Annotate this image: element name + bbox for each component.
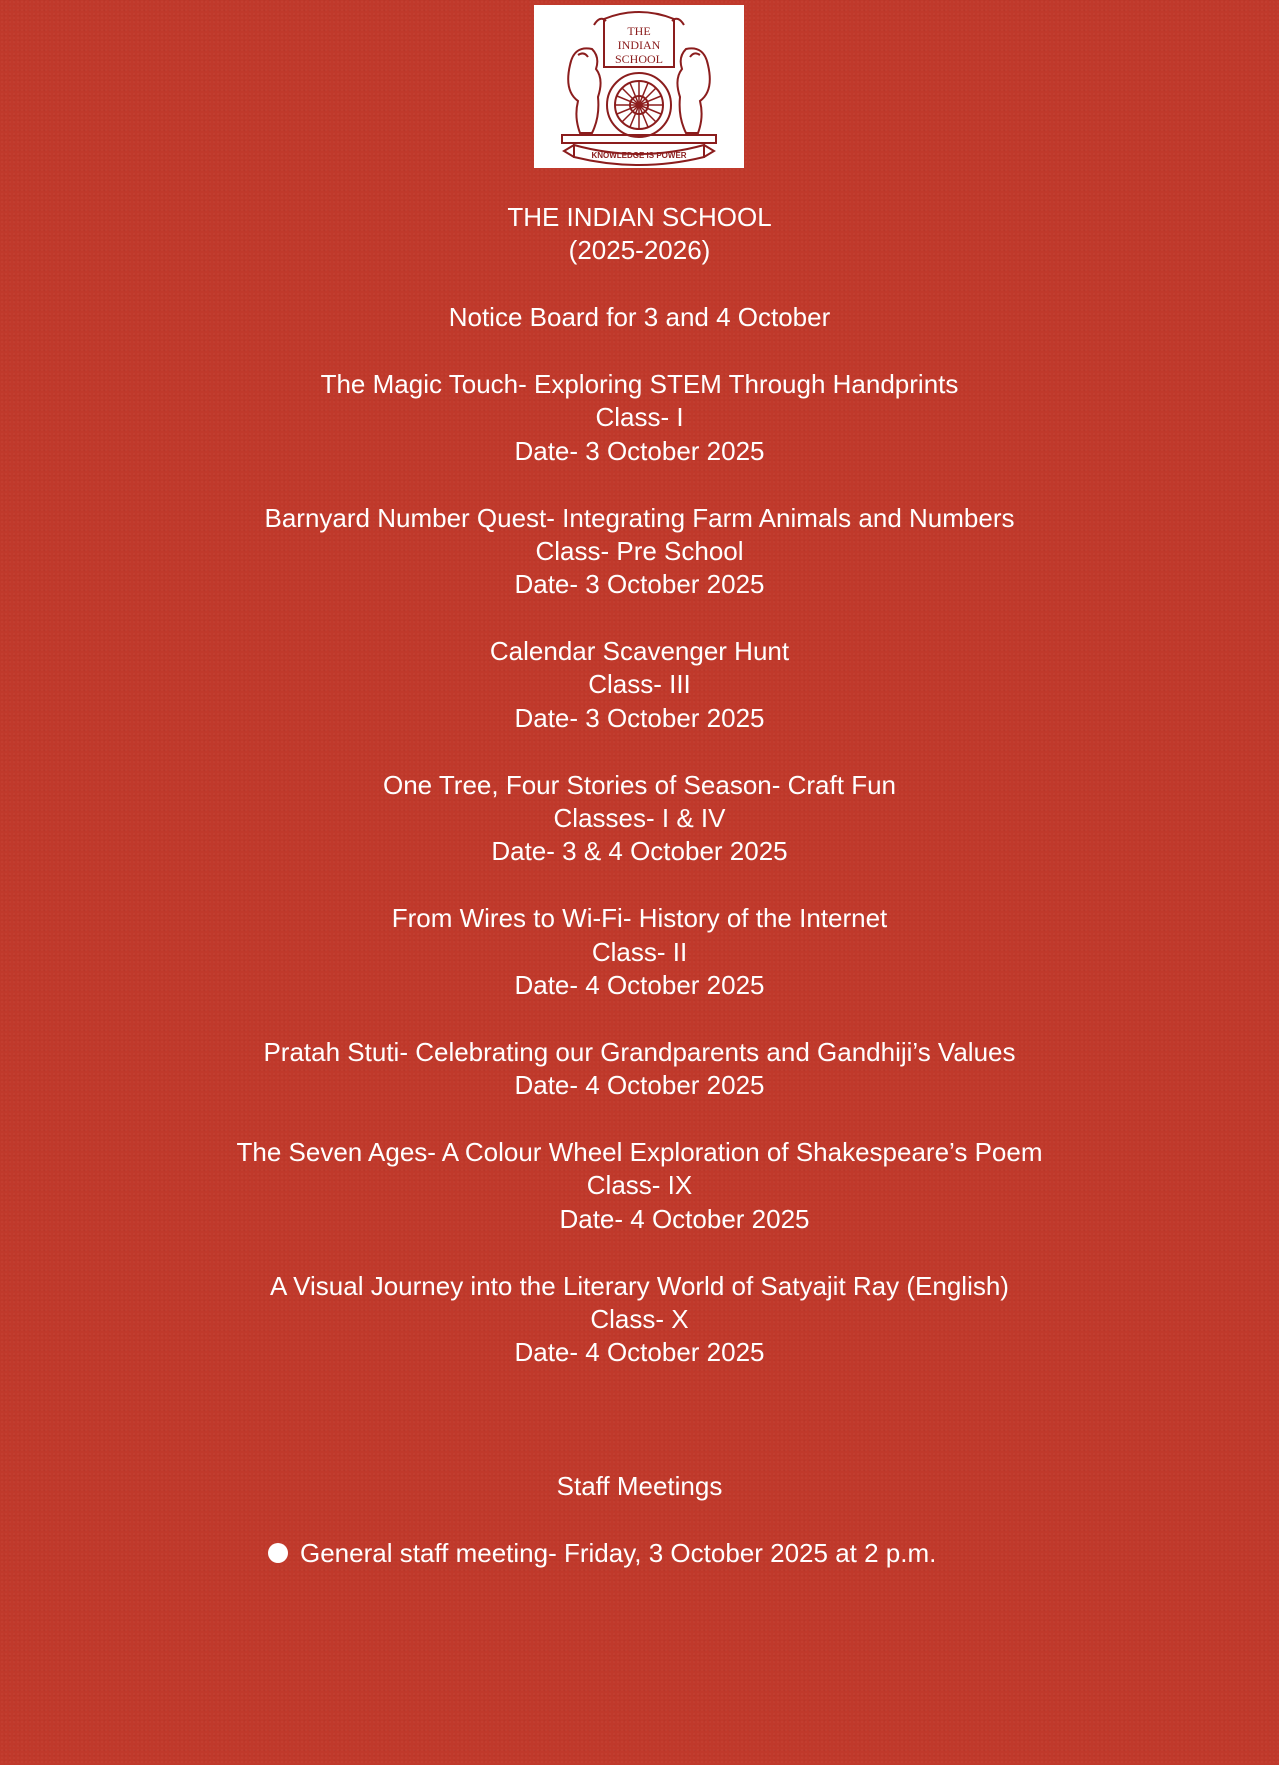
session-years: (2025-2026): [568, 235, 711, 266]
event-item: [0, 769, 1279, 869]
staff-meetings-heading: Staff Meetings: [556, 1471, 723, 1501]
event-class: Class- II: [591, 936, 688, 967]
event-title: A Visual Journey into the Literary World of Satyajit Ray (English): [270, 1270, 1009, 1301]
event-date: Date- 3 October 2025: [514, 569, 765, 600]
event-item: [0, 368, 1279, 468]
event-class: Class- III: [588, 669, 691, 700]
event-date: Date- 3 October 2025: [514, 702, 765, 733]
logo-text-the: THE: [627, 24, 651, 38]
notice-content: [0, 201, 1279, 1370]
event-item: [0, 635, 1279, 735]
event-date: Date- 4 October 2025: [559, 1203, 810, 1234]
event-date: Date- 3 October 2025: [514, 435, 765, 466]
event-title: Calendar Scavenger Hunt: [489, 636, 790, 667]
event-title: The Magic Touch- Exploring STEM Through Handprints: [320, 368, 959, 399]
event-title: One Tree, Four Stories of Season- Craft Fun: [382, 769, 896, 800]
event-title: Barnyard Number Quest- Integrating Farm Animals and Numbers: [264, 502, 1015, 533]
school-name: THE INDIAN SCHOOL: [507, 202, 772, 232]
event-date: Date- 3 & 4 October 2025: [491, 836, 788, 867]
school-logo: [534, 5, 744, 168]
event-class: Class- X: [590, 1303, 689, 1334]
event-class: Class- IX: [586, 1170, 693, 1201]
event-title: From Wires to Wi-Fi- History of the Internet: [391, 903, 888, 934]
logo-motto: KNOWLEDGE IS POWER: [591, 151, 687, 160]
school-crest-icon: [534, 5, 744, 168]
event-item: [0, 1036, 1279, 1103]
event-date: Date- 4 October 2025: [514, 1070, 765, 1101]
logo-text-indian: INDIAN: [617, 38, 661, 52]
event-class: Class- Pre School: [535, 535, 744, 566]
event-item: [0, 1270, 1279, 1370]
event-title: Pratah Stuti- Celebrating our Grandparents and Gandhiji’s Values: [263, 1036, 1016, 1067]
logo-text-school: SCHOOL: [614, 52, 664, 66]
staff-meeting-text: General staff meeting- Friday, 3 October 2025 at 2 p.m.: [300, 1538, 937, 1568]
event-item: [0, 1136, 1279, 1236]
event-class: Classes- I & IV: [553, 803, 726, 834]
staff-meeting-item: [268, 1537, 936, 1570]
event-date: Date- 4 October 2025: [514, 1337, 765, 1368]
event-title: The Seven Ages- A Colour Wheel Exploration of Shakespeare’s Poem: [236, 1136, 1043, 1167]
event-date: Date- 4 October 2025: [514, 969, 765, 1000]
event-class: Class- I: [595, 402, 684, 433]
event-item: [0, 502, 1279, 602]
bullet-icon: [268, 1543, 288, 1563]
event-item: [0, 902, 1279, 1002]
notice-title: Notice Board for 3 and 4 October: [448, 302, 831, 333]
